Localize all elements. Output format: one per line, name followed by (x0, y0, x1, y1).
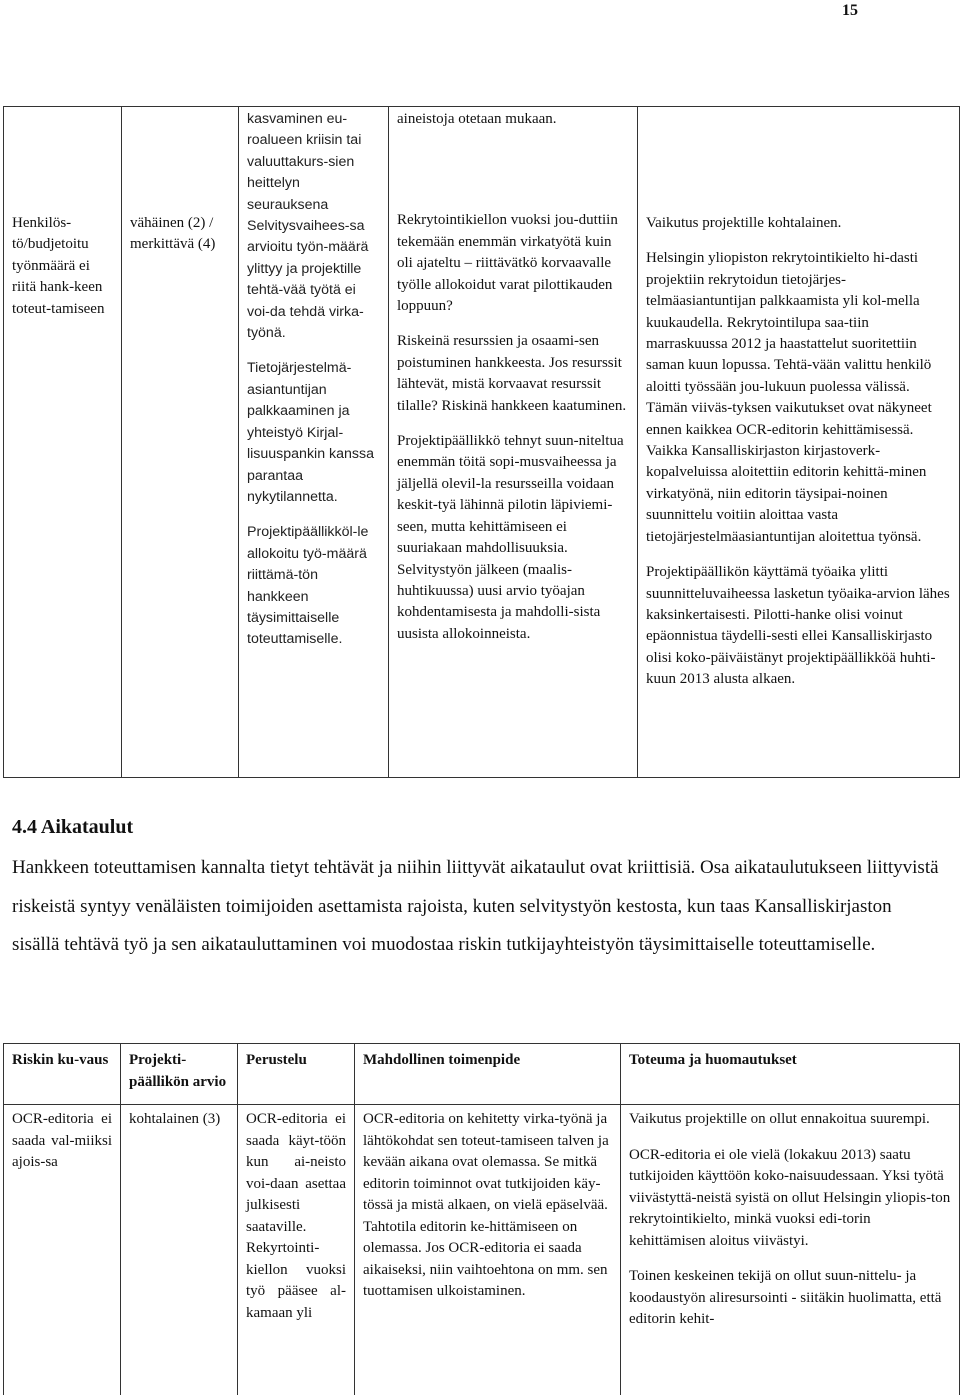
estimate-text: vähäinen (2) / merkittävä (4) (130, 215, 216, 253)
notes-cell (638, 107, 960, 778)
section-heading: 4.4 Aikataulut (12, 816, 134, 838)
page-number: 15 (842, 2, 858, 19)
reason-paragraph: Projektipäällikköl-le allokoitu työ-määrä riittämä-tön hankkeen täysimittaiselle toteuttamiselle. (247, 524, 369, 648)
notes-paragraph: Toinen keskeinen tekijä on ollut suun-nittelu- ja koodaustyön aliresursointi - siitäkin huolimatta, että editorin kehit- (629, 1268, 942, 1327)
notes-cell (621, 1105, 960, 1395)
reason-paragraph: Selvitysvaihees-sa arvioitu työn-määrä ylittyy ja projektille tehtä-vää työtä ei voi-da tehdä virka-työnä. (247, 218, 369, 342)
column-header: Riskin ku-vaus (4, 1044, 121, 1105)
table-row (4, 107, 960, 778)
reason-paragraph: Tietojärjestelmä-asiantuntijan palkkaaminen ja yhteistyö Kirjal-lisuuspankin kanssa parantaa nykytilannetta. (247, 360, 374, 505)
table-header-row (4, 1044, 960, 1105)
table-row (4, 1105, 960, 1395)
column-header: Projekti-päällikön arvio (121, 1044, 238, 1105)
column-header: Toteuma ja huomautukset (621, 1044, 960, 1105)
risk-table-resources (3, 106, 960, 778)
notes-paragraph: Helsingin yliopiston rekrytointikielto hi-dasti projektiin rekrytoidun tietojärjes-telmäasiantuntijan palkkaamista yli kol-mella kuukaudella. Rekrytointilupa saa-tiin marraskuussa 2012 ja haastattelut suoritettiin saman kuun lopussa. Tehtä-vään valittu henkilö aloitti työssään jou-lukuun puolessa välissä. Tämän viiväs-tyksen vaikutukset ovat näkyneet ennen kaikkea OCR-editorin kehittämisessä. Vaikka Kansalliskirjaston kirjastoverk-kopalveluissa aloitettiin editorin kehittä-minen virkatyönä, niin editorin täysipai-noinen suunnittelu voitiin aloittaa vasta tietojärjestelmäasiantuntijan aloitettua työnsä. (646, 250, 932, 545)
action-paragraph: Riskeinä resurssien ja osaami-sen poistuminen hankkeesta. Jos resurssit lähtevät, mistä korvaavat resurssit tilalle? Riskinä hankkeen kaatuminen. (397, 333, 627, 414)
action-paragraph: Rekrytointikiellon vuoksi jou-duttiin tekemään enemmän virkatyötä kuin oli ajateltu – riittävätkö korvaavalle työlle allokoidut varat pilottikauden loppuun? (397, 212, 618, 315)
action-cell (389, 107, 638, 778)
notes-paragraph: Vaikutus projektille on ollut ennakoitua suurempi. (629, 1111, 930, 1127)
column-header: Mahdollinen toimenpide (355, 1044, 621, 1105)
action-cell: OCR-editoria on kehitetty virka-työnä ja lähtökohdat sen toteut-tamiseen talven ja kevään aikana ovat olemassa. Se mitkä editorin toiminnot ovat tutkijoiden käy-tössä ja mistä alkaen, on vielä epäselvää. Tahtotila editorin ke-hittämiseen on olemassa. Jos OCR-editoria ei saada aikaiseksi, niin vaihtoehtona on mm. sen tuottamisen ulkoistaminen. (355, 1105, 621, 1395)
risk-description: Henkilös-tö/budjetoitu työnmäärä ei riitä hank-keen toteut-tamiseen (12, 215, 105, 317)
section-paragraph: Hankkeen toteuttamisen kannalta tietyt tehtävät ja niihin liittyvät aikataulut ovat kriittisiä. Osa aikataulutukseen liittyvistä riskeistä syntyy venäläisten toimijoiden asettamista rajoista, kuten selvitystyön kestosta, kun taas Kansalliskirjaston sisällä tehtävä työ ja sen aikatauluttaminen voi muodostaa riskin tutkijayhteistyön täysimittaiselle toteuttamiselle. (12, 857, 939, 955)
notes-paragraph: Projektipäällikön käyttämä työaika ylitti suunnitteluvaiheessa lasketun työaika-arvion lähes kaksinkertaisesti. Pilotti-hanke olisi voinut epäonnistua täydelli-sesti ellei Kansalliskirjasto olisi koko-päiväistänyt projektipäällikköä huhti-kuun 2013 alusta alkaen. (646, 564, 950, 688)
estimate-cell: kohtalainen (3) (121, 1105, 238, 1395)
risk-description-cell (4, 107, 122, 778)
reason-paragraph: kasvaminen eu-roalueen kriisin tai valuuttakurs-sien heittelyn seurauksena (247, 111, 362, 213)
reason-cell (239, 107, 389, 778)
column-header: Perustelu (238, 1044, 355, 1105)
reason-cell: OCR-editoria ei saada käyt-töön kun ai-neisto voi-daan asettaa julkisesti saataville. Rekyrtointi-kiellon vuoksi työ pääsee al-kamaan yli (238, 1105, 355, 1395)
estimate-cell (122, 107, 239, 778)
risk-table-schedule (3, 1043, 960, 1395)
action-paragraph: Projektipäällikkö tehnyt suun-niteltua enemmän töitä sopi-musvaiheessa ja jäljellä olevil-la resursseilla voidaan keskit-tyä lähinnä pilotin läpiviemi-seen, mutta kehittämiseen ei suuriakaan mahdollisuuksia. Selvitystyön jälkeen (maalis-huhtikuussa) uusi arvio työajan kohdentamisesta ja mahdolli-sista uusista allokoinneista. (397, 433, 624, 642)
notes-paragraph: Vaikutus projektille kohtalainen. (646, 215, 842, 231)
action-paragraph: aineistoja otetaan mukaan. (397, 111, 557, 127)
notes-paragraph: OCR-editoria ei ole vielä (lokakuu 2013) saatu tutkijoiden käyttöön koko-naisuudessaan. Yksi työtä viivästyttä-neistä syistä on ollut Helsingin yliopis-ton rekrytointikielto, minkä vuoksi edi-torin kehittämisen aloitus viivästyi. (629, 1146, 951, 1249)
risk-cell: OCR-editoria ei saada val-miiksi ajois-sa (4, 1105, 121, 1395)
